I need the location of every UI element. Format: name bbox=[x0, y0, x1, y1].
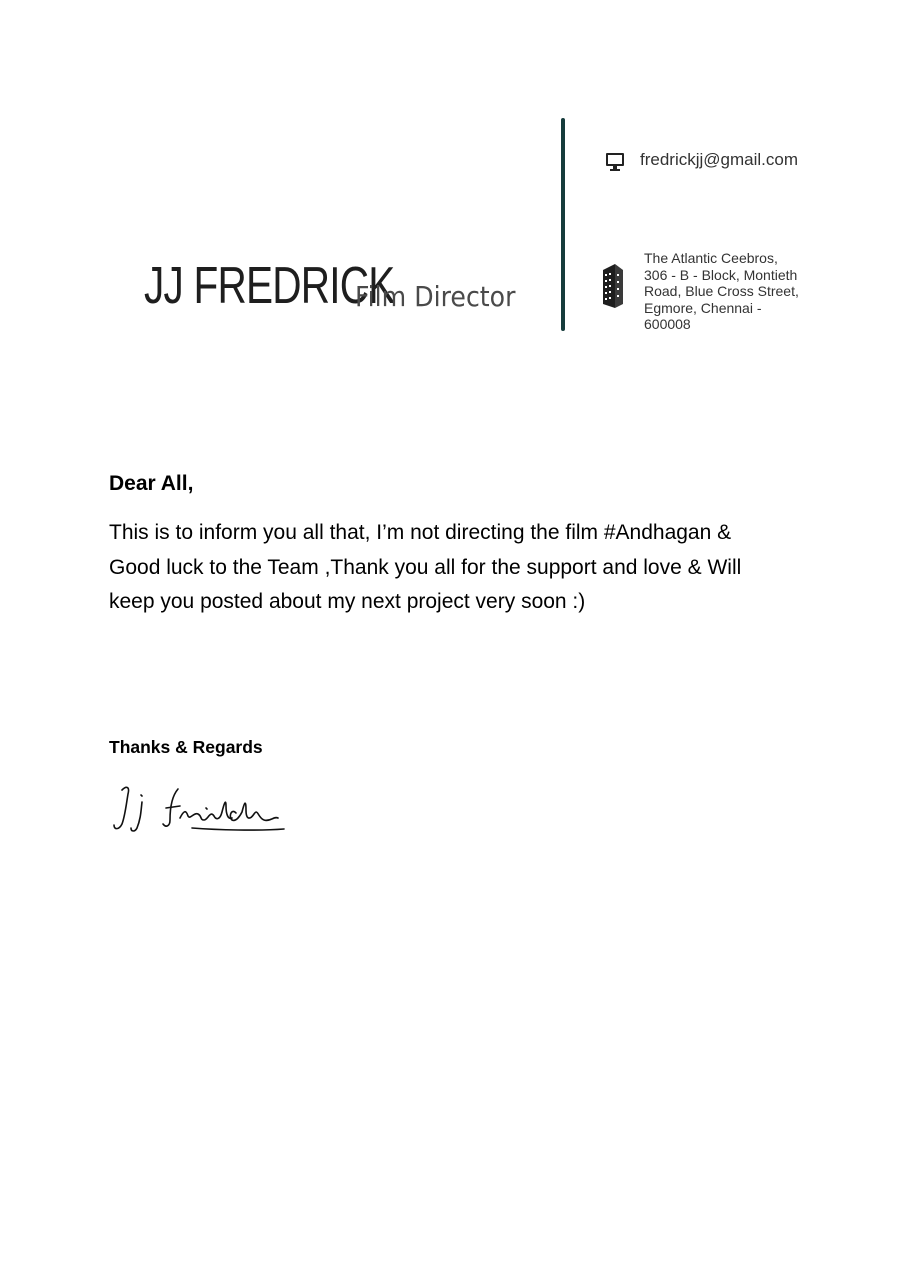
address-line: The Atlantic Ceebros, bbox=[644, 250, 778, 266]
letterhead bbox=[0, 0, 905, 360]
monitor-icon bbox=[604, 151, 626, 173]
address-line: 306 - B - Block, Montieth bbox=[644, 266, 798, 283]
vertical-divider bbox=[561, 118, 565, 331]
address-line: Egmore, Chennai - bbox=[644, 299, 762, 316]
closing: Thanks & Regards bbox=[109, 737, 263, 757]
body-line: keep you posted about my next project very soon :) bbox=[109, 590, 586, 613]
email-text: fredrickjj@gmail.com bbox=[640, 150, 799, 169]
role-title: Film Director bbox=[355, 280, 516, 313]
brand-name: JJ FREDRICK bbox=[144, 257, 395, 315]
building-icon bbox=[601, 262, 625, 310]
address-line: Road, Blue Cross Street, bbox=[644, 283, 799, 299]
body-line: Good luck to the Team ,Thank you all for the support and love & Will bbox=[109, 555, 742, 579]
signature bbox=[108, 780, 293, 840]
address-line: 600008 bbox=[644, 316, 691, 332]
letter-body bbox=[109, 516, 809, 620]
address-text bbox=[644, 250, 819, 333]
body-line: This is to inform you all that, I’m not directing the film #Andhagan & bbox=[109, 521, 732, 544]
salutation: Dear All, bbox=[109, 472, 194, 495]
